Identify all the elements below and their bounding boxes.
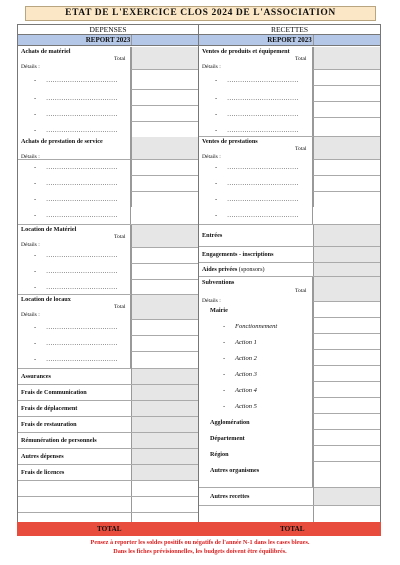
dash: -: [223, 371, 226, 378]
dash: -: [34, 252, 37, 259]
details-label: Détails :: [21, 154, 40, 160]
dash: -: [215, 77, 218, 84]
detail-cell[interactable]: [131, 69, 198, 89]
detail-line[interactable]: ……………………………: [46, 252, 118, 259]
detail-cell[interactable]: [313, 365, 380, 381]
remuneration-label: Rémunération de personnels: [21, 437, 97, 444]
ventes-produits-total-cell[interactable]: [313, 47, 380, 69]
detail-line[interactable]: ……………………………: [227, 164, 299, 171]
location-materiel-label: Location de Matériel: [21, 226, 77, 233]
restauration-row: [18, 417, 198, 433]
detail-cell[interactable]: [131, 263, 198, 279]
ventes-produits-label: Ventes de produits et équipement: [202, 48, 290, 55]
detail-cell[interactable]: [131, 335, 198, 351]
page-title: ETAT DE L'EXERCICE CLOS 2024 DE L'ASSOCIATION: [25, 6, 376, 21]
detail-cell[interactable]: [313, 191, 380, 207]
depenses-column: [18, 25, 199, 535]
footer-note-1: Pensez à reporter les soldes positifs ou négatifs de l'année N-1 dans les cases bleues.: [90, 539, 310, 546]
dash: -: [34, 127, 37, 134]
autres-recettes-label: Autres recettes: [210, 493, 250, 500]
achats-prestation-total-cell[interactable]: [131, 137, 198, 159]
ventes-prestations-section: [199, 137, 380, 225]
detail-cell[interactable]: [313, 397, 380, 413]
dash: -: [34, 111, 37, 118]
dash: -: [215, 111, 218, 118]
detail-cell[interactable]: [131, 175, 198, 191]
dash: -: [223, 339, 226, 346]
aides-privees-suffix: (sponsors): [238, 266, 265, 273]
detail-cell[interactable]: [313, 333, 380, 349]
achats-materiel-label: Achats de matériel: [21, 48, 71, 55]
action-1-label: Action 1: [235, 339, 257, 346]
detail-line[interactable]: ……………………………: [46, 95, 118, 102]
ventes-produits-section: [199, 47, 380, 137]
detail-line[interactable]: ……………………………: [46, 77, 118, 84]
deplacement-cell[interactable]: [131, 401, 198, 416]
autres-recettes-cell[interactable]: [313, 488, 380, 505]
detail-cell[interactable]: [313, 413, 380, 429]
detail-line[interactable]: ……………………………: [46, 196, 118, 203]
autres-depenses-label: Autres dépenses: [21, 453, 64, 460]
achats-prestation-label: Achats de prestation de service: [21, 138, 103, 145]
licences-row: [18, 465, 198, 481]
dash: -: [223, 387, 226, 394]
empty-row: [18, 497, 198, 513]
entrees-label: Entrées: [202, 232, 223, 239]
achats-materiel-total-cell[interactable]: [131, 47, 198, 69]
achats-prestation-section: [18, 137, 198, 225]
total-label: Total: [114, 304, 126, 310]
dash: -: [34, 196, 37, 203]
autres-depenses-cell[interactable]: [131, 449, 198, 464]
detail-cell[interactable]: [131, 319, 198, 335]
empty-cell[interactable]: [313, 506, 380, 523]
dash: -: [34, 356, 37, 363]
dash: -: [34, 324, 37, 331]
action-2-label: Action 2: [235, 355, 257, 362]
restauration-cell[interactable]: [131, 417, 198, 432]
location-materiel-section: [18, 225, 198, 295]
detail-line[interactable]: ……………………………: [227, 196, 299, 203]
detail-cell[interactable]: [131, 159, 198, 175]
detail-cell[interactable]: [131, 351, 198, 369]
aides-privees-label: [202, 266, 265, 273]
detail-cell[interactable]: [131, 247, 198, 263]
detail-cell[interactable]: [313, 175, 380, 191]
total-label: Total: [114, 56, 126, 62]
dash: -: [215, 164, 218, 171]
departement-label: Département: [210, 435, 245, 442]
detail-cell[interactable]: [313, 445, 380, 461]
detail-cell[interactable]: [131, 105, 198, 121]
dash: -: [215, 196, 218, 203]
dash: -: [34, 95, 37, 102]
ventes-prestations-total-cell[interactable]: [313, 137, 380, 159]
detail-line[interactable]: ……………………………: [46, 268, 118, 275]
licences-cell[interactable]: [131, 465, 198, 480]
assurances-row: [18, 369, 198, 385]
recettes-header: RECETTES: [199, 25, 380, 35]
total-label: Total: [295, 288, 307, 294]
fonctionnement-label: Fonctionnement: [235, 323, 278, 330]
dash: -: [215, 127, 218, 134]
total-label: Total: [114, 234, 126, 240]
dash: -: [34, 212, 37, 219]
detail-cell[interactable]: [313, 159, 380, 175]
dash: -: [34, 284, 37, 291]
details-label: Détails :: [21, 242, 40, 248]
details-label: Détails :: [21, 312, 40, 318]
detail-cell[interactable]: [313, 429, 380, 445]
dash: -: [34, 268, 37, 275]
subventions-label: Subventions: [202, 279, 235, 286]
detail-cell[interactable]: [313, 461, 380, 488]
location-materiel-total-cell[interactable]: [131, 225, 198, 247]
empty-cell[interactable]: [131, 481, 198, 496]
dash: -: [215, 180, 218, 187]
ventes-prestations-label: Ventes de prestations: [202, 138, 258, 145]
dash: -: [215, 212, 218, 219]
detail-line[interactable]: ……………………………: [46, 164, 118, 171]
detail-line[interactable]: ……………………………: [46, 340, 118, 347]
detail-cell[interactable]: [313, 317, 380, 333]
empty-row: [199, 506, 380, 523]
detail-line[interactable]: ……………………………: [46, 111, 118, 118]
assurances-cell[interactable]: [131, 369, 198, 384]
location-locaux-total-cell[interactable]: [131, 295, 198, 319]
detail-cell[interactable]: [313, 69, 380, 85]
total-label: Total: [295, 146, 307, 152]
detail-cell[interactable]: [313, 381, 380, 397]
engagements-label: Engagements - inscriptions: [202, 251, 274, 258]
detail-line[interactable]: ……………………………: [227, 127, 299, 134]
engagements-cell[interactable]: [313, 247, 380, 262]
agglomeration-label: Agglomération: [210, 419, 250, 426]
detail-line[interactable]: ……………………………: [46, 324, 118, 331]
empty-cell[interactable]: [131, 497, 198, 512]
detail-cell[interactable]: [131, 121, 198, 137]
region-label: Région: [210, 451, 229, 458]
recettes-report-label: REPORT 2023: [267, 36, 312, 44]
detail-cell[interactable]: [313, 101, 380, 117]
dash: -: [34, 180, 37, 187]
detail-line[interactable]: ……………………………: [46, 127, 118, 134]
recettes-report-row: [199, 35, 380, 46]
dash: -: [223, 403, 226, 410]
remuneration-row: [18, 433, 198, 449]
autres-organismes-label: Autres organismes: [210, 467, 260, 474]
entrees-row: [199, 225, 380, 247]
detail-cell[interactable]: [313, 117, 380, 137]
remuneration-cell[interactable]: [131, 433, 198, 448]
recettes-report-value[interactable]: [313, 35, 380, 45]
detail-line[interactable]: ……………………………: [46, 212, 118, 219]
depenses-report-value[interactable]: [131, 35, 198, 45]
detail-line[interactable]: ……………………………: [227, 111, 299, 118]
detail-cell[interactable]: [313, 85, 380, 101]
detail-cell[interactable]: [131, 279, 198, 295]
details-label: Détails :: [202, 64, 221, 70]
depenses-total-label: TOTAL: [97, 525, 122, 533]
depenses-report-label: REPORT 2023: [85, 36, 131, 44]
total-label: Total: [295, 56, 307, 62]
recettes-total-label: TOTAL: [280, 525, 305, 533]
depenses-header: DEPENSES: [18, 25, 198, 35]
engagements-row: [199, 247, 380, 263]
dash: -: [215, 95, 218, 102]
dash: -: [34, 340, 37, 347]
dash: -: [223, 355, 226, 362]
assurances-label: Assurances: [21, 373, 51, 380]
detail-line[interactable]: ……………………………: [227, 95, 299, 102]
aides-privees-row: [199, 263, 380, 277]
mairie-cell[interactable]: [313, 301, 380, 317]
details-label: Détails :: [21, 64, 40, 70]
restauration-label: Frais de restauration: [21, 421, 77, 428]
details-label: Détails :: [202, 154, 221, 160]
dash: -: [223, 323, 226, 330]
empty-row: [18, 481, 198, 497]
entrees-cell[interactable]: [313, 225, 380, 246]
depenses-report-row: [18, 35, 198, 46]
detail-cell[interactable]: [131, 191, 198, 207]
detail-line[interactable]: ……………………………: [46, 356, 118, 363]
location-locaux-section: [18, 295, 198, 369]
action-4-label: Action 4: [235, 387, 257, 394]
detail-line[interactable]: ……………………………: [227, 212, 299, 219]
communication-row: [18, 385, 198, 401]
autres-recettes-row: [199, 488, 380, 506]
footer-note-2: Dans les fiches prévisionnelles, les budgets doivent être équilibrés.: [113, 548, 287, 555]
deplacement-row: [18, 401, 198, 417]
location-locaux-label: Location de locaux: [21, 296, 71, 303]
total-row: [17, 522, 381, 536]
aides-privees-cell[interactable]: [313, 263, 380, 276]
subventions-section: [199, 277, 380, 488]
communication-label: Frais de Communication: [21, 389, 87, 396]
details-label: Détails :: [202, 298, 221, 304]
deplacement-label: Frais de déplacement: [21, 405, 78, 412]
aides-privees-text: Aides privées: [202, 266, 238, 273]
dash: -: [34, 77, 37, 84]
detail-line[interactable]: ……………………………: [46, 180, 118, 187]
subventions-total-cell[interactable]: [313, 277, 380, 301]
detail-line[interactable]: ……………………………: [227, 77, 299, 84]
detail-cell[interactable]: [313, 349, 380, 365]
communication-cell[interactable]: [131, 385, 198, 400]
autres-depenses-row: [18, 449, 198, 465]
action-5-label: Action 5: [235, 403, 257, 410]
mairie-label: Mairie: [210, 307, 228, 314]
detail-line[interactable]: ……………………………: [227, 180, 299, 187]
budget-table: [17, 24, 381, 536]
licences-label: Frais de licences: [21, 469, 65, 476]
recettes-column: [199, 25, 380, 535]
action-3-label: Action 3: [235, 371, 257, 378]
detail-line[interactable]: ……………………………: [46, 284, 118, 291]
detail-cell[interactable]: [131, 89, 198, 105]
dash: -: [34, 164, 37, 171]
